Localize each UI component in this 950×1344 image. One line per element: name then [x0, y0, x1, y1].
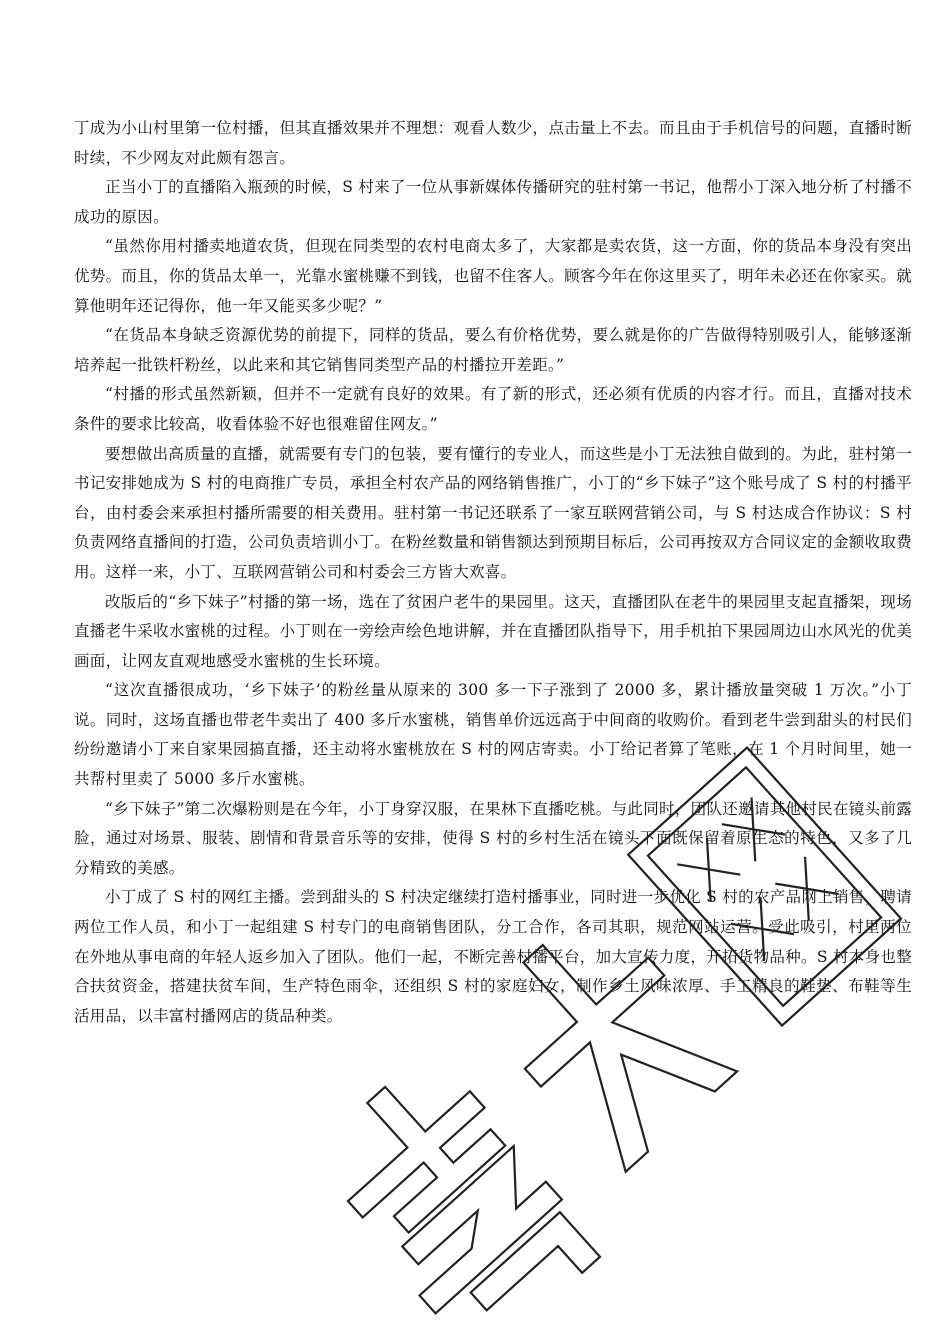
paragraph-10: 小丁成了 S 村的网红主播。尝到甜头的 S 村决定继续打造村播事业，同时进一步优化 S 村的农产品网上销售，聘请两位工作人员，和小丁一起组建 S 村专门的电商销售团队，分工合作，各司其职，规范网站运营。受此吸引，村里两位在外地从事电商的年轻人返乡加入了团队。他们一起，不断完善村播平台，加大宣传力度，开拓货物品种。S 村本身也整合扶贫资金，搭建扶贫车间，生产特色雨伞，还组织 S 村的家庭妇女，制作乡土风味浓厚、手工精良的鞋垫、布鞋等生活用品，以丰富村播网店的货品种类。	[74, 888, 912, 1025]
paragraph-9: “乡下妹子”第二次爆粉则是在今年，小丁身穿汉服，在果林下直播吃桃。与此同时，团队还邀请其他村民在镜头前露脸，通过对场景、服装、剧情和背景音乐等的安排，使得 S 村的乡村生活在镜头下面既保留着原生态的特色，又多了几分精致的美感。	[74, 799, 912, 877]
document-body	[74, 114, 912, 1031]
paragraph-7: 改版后的“乡下妹子”村播的第一场，选在了贫困户老牛的果园里。这天，直播团队在老牛的果园里支起直播架，现场直播老牛采收水蜜桃的过程。小丁则在一旁绘声绘色地讲解，并在直播团队指导下，用手机拍下果园周边山水风光的优美画面，让网友直观地感受水蜜桃的生长环境。	[74, 592, 912, 670]
paragraph-8: “这次直播很成功，‘乡下妹子’的粉丝量从原来的 300 多一下子涨到了 2000 多，累计播放量突破 1 万次。”小丁说。同时，这场直播也带老牛卖出了 400 多斤水蜜桃，销售单价远远高于中间商的收购价。看到老牛尝到甜头的村民们纷纷邀请小丁来自家果园搞直播，还主动将水蜜桃放在 S 村的网店寄卖。小丁给记者算了笔账，在 1 个月时间里，她一共帮村里卖了 5000 多斤水蜜桃。	[74, 681, 912, 789]
paragraph-4: “在货品本身缺乏资源优势的前提下，同样的货品，要么有价格优势，要么就是你的广告做得特别吸引人，能够逐渐培养起一批铁杆粉丝，以此来和其它销售同类型产品的村播拉开差距。”	[74, 326, 912, 374]
paragraph-2: 正当小丁的直播陷入瓶颈的时候，S 村来了一位从事新媒体传播研究的驻村第一书记，他帮小丁深入地分析了村播不成功的原因。	[74, 178, 912, 226]
paragraph-1: 丁成为小山村里第一位村播，但其直播效果并不理想：观看人数少，点击量上不去。而且由于手机信号的问题，直播时断时续，不少网友对此颇有怨言。	[74, 119, 912, 167]
paragraph-3: “虽然你用村播卖地道农货，但现在同类型的农村电商太多了，大家都是卖农货，这一方面，你的货品本身没有突出优势。而且，你的货品太单一，光靠水蜜桃赚不到钱，也留不住客人。顾客今年在你这里买了，明年未必还在你家买。就算他明年还记得你，他一年又能买多少呢？”	[74, 237, 912, 315]
paragraph-5: “村播的形式虽然新颖，但并不一定就有良好的效果。有了新的形式，还必须有优质的内容才行。而且，直播对技术条件的要求比较高，收看体验不好也很难留住网友。”	[74, 385, 912, 433]
paragraph-6: 要想做出高质量的直播，就需要有专门的包装，要有懂行的专业人，而这些是小丁无法独自做到的。为此，驻村第一书记安排她成为 S 村的电商推广专员，承担全村农产品的网络销售推广，小丁的“乡下妹子”这个账号成了 S 村的村播平台，由村委会来承担村播所需要的相关费用。驻村第一书记还联系了一家互联网营销公司，与 S 村达成合作协议：S 村负责网络直播间的打造，公司负责培训小丁。在粉丝数量和销售额达到预期目标后，公司再按双方合同议定的金额收取费用。这样一来，小丁、互联网营销公司和村委会三方皆大欢喜。	[74, 444, 912, 581]
